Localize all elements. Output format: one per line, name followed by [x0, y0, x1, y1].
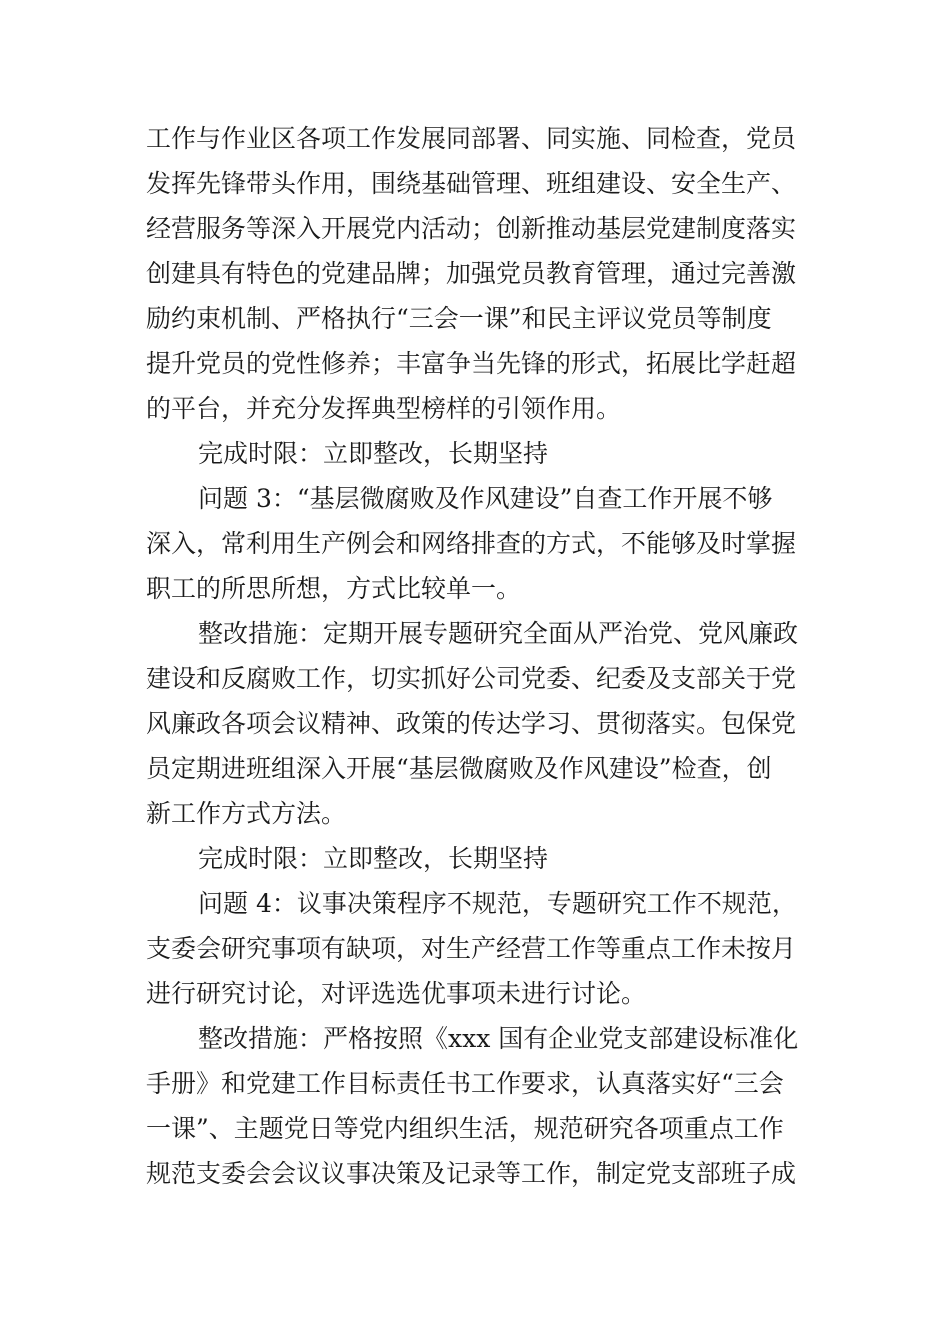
text-line: 进行研究讨论，对评选选优事项未进行讨论。 — [146, 979, 647, 1008]
deadline-line: 完成时限：立即整改，长期坚持 — [198, 439, 549, 468]
text-line: 规范支委会会议议事决策及记录等工作，制定党支部班子成 — [146, 1159, 797, 1188]
text-line: 的平台，并充分发挥典型榜样的引领作用。 — [146, 394, 622, 423]
text-line: 工作与作业区各项工作发展同部署、同实施、同检查，党员 — [146, 124, 797, 153]
text-line: 员定期进班组深入开展“基层微腐败及作风建设”检查，创 — [146, 754, 772, 783]
deadline-line: 完成时限：立即整改，长期坚持 — [198, 844, 549, 873]
text-line: 创建具有特色的党建品牌；加强党员教育管理，通过完善激 — [146, 259, 797, 288]
text-line: 支委会研究事项有缺项，对生产经营工作等重点工作未按月 — [146, 934, 797, 963]
text-line: 提升党员的党性修养；丰富争当先锋的形式，拓展比学赶超 — [146, 349, 797, 378]
text-line: 一课”、主题党日等党内组织生活，规范研究各项重点工作 — [146, 1114, 784, 1143]
measures-heading: 整改措施：严格按照《xxx 国有企业党支部建设标准化 — [198, 1024, 799, 1053]
text-line: 励约束机制、严格执行“三会一课”和民主评议党员等制度 — [146, 304, 772, 333]
measures-heading: 整改措施：定期开展专题研究全面从严治党、党风廉政 — [198, 619, 799, 648]
issue-3-heading: 问题 3：“基层微腐败及作风建设”自查工作开展不够 — [198, 484, 773, 513]
text-line: 深入，常利用生产例会和网络排查的方式，不能够及时掌握 — [146, 529, 797, 558]
text-line: 风廉政各项会议精神、政策的传达学习、贯彻落实。包保党 — [146, 709, 797, 738]
text-line: 手册》和党建工作目标责任书工作要求，认真落实好“三会 — [146, 1069, 784, 1098]
text-line: 职工的所思所想，方式比较单一。 — [146, 574, 522, 603]
text-line: 发挥先锋带头作用，围绕基础管理、班组建设、安全生产、 — [146, 169, 797, 198]
text-line: 经营服务等深入开展党内活动；创新推动基层党建制度落实 — [146, 214, 797, 243]
document-body — [146, 116, 808, 1196]
text-line: 建设和反腐败工作，切实抓好公司党委、纪委及支部关于党 — [146, 664, 797, 693]
text-line: 新工作方式方法。 — [146, 799, 347, 828]
issue-4-heading: 问题 4：议事决策程序不规范，专题研究工作不规范， — [198, 889, 797, 918]
